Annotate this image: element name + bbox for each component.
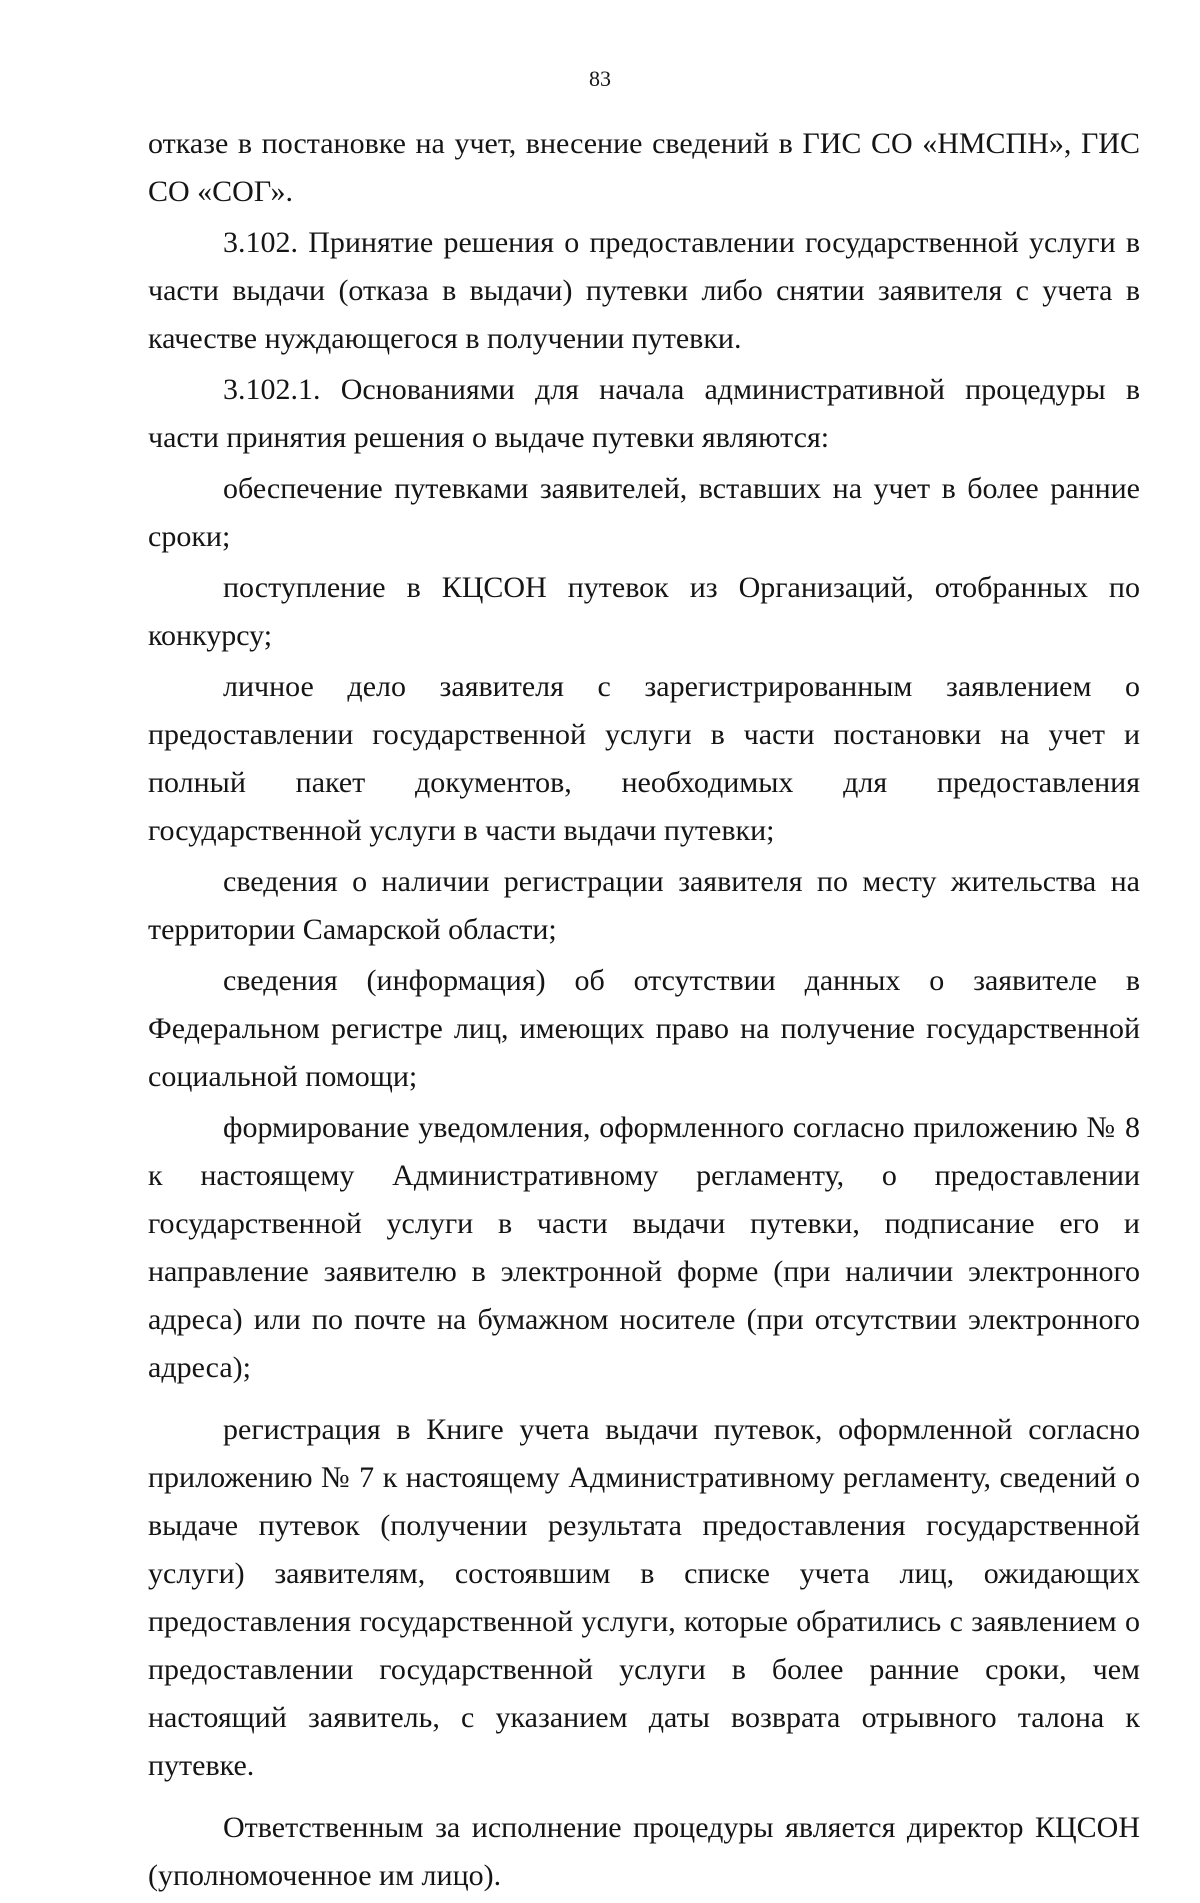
list-item-registration-info: сведения о наличии регистрации заявителя по месту жительства на территории Самарской области; — [148, 865, 1140, 946]
paragraph-section-3-102-1: 3.102.1. Основаниями для начала административной процедуры в части принятия решения о выдаче путевки являются: — [148, 373, 1140, 454]
list-item-notification: формирование уведомления, оформленного согласно приложению № 8 к настоящему Административному регламенту, о предоставлении государственной услуги в части выдачи путевки, подписание его и направление заявителю в электронной форме (при наличии электронного адреса) или по почте на бумажном носителе (при отсутствии электронного адреса); — [148, 1111, 1140, 1384]
page-number: 83 — [589, 66, 611, 91]
list-item-federal-register-info: сведения (информация) об отсутствии данных о заявителе в Федеральном регистре лиц, имеющих право на получение государственной социальной помощи; — [148, 964, 1140, 1093]
list-item-early-applicants: обеспечение путевками заявителей, вставших на учет в более ранние сроки; — [148, 472, 1140, 553]
list-item-personal-file: личное дело заявителя с зарегистрированным заявлением о предоставлении государственной услуги в части постановки на учет и полный пакет документов, необходимых для предоставления государственной услуги в части выдачи путевки; — [148, 670, 1140, 847]
document-body — [148, 120, 1140, 1903]
paragraph-responsible-person: Ответственным за исполнение процедуры является директор КЦСОН (уполномоченное им лицо). — [148, 1811, 1140, 1892]
list-item-book-registration: регистрация в Книге учета выдачи путевок, оформленной согласно приложению № 7 к настоящему Административному регламенту, сведений о выдаче путевок (получении результата предоставления государственной услуги) заявителям, состоявшим в списке учета лиц, ожидающих предоставления государственной услуги, которые обратились с заявлением о предоставлении государственной услуги в более ранние сроки, чем настоящий заявитель, с указанием даты возврата отрывного талона к путевке. — [148, 1413, 1140, 1782]
paragraph-continuation: отказе в постановке на учет, внесение сведений в ГИС СО «НМСПН», ГИС СО «СОГ». — [148, 127, 1140, 208]
paragraph-section-3-102: 3.102. Принятие решения о предоставлении государственной услуги в части выдачи (отказа в выдачи) путевки либо снятии заявителя с учета в качестве нуждающегося в получении путевки. — [148, 226, 1140, 355]
list-item-vouchers-received: поступление в КЦСОН путевок из Организаций, отобранных по конкурсу; — [148, 571, 1140, 652]
